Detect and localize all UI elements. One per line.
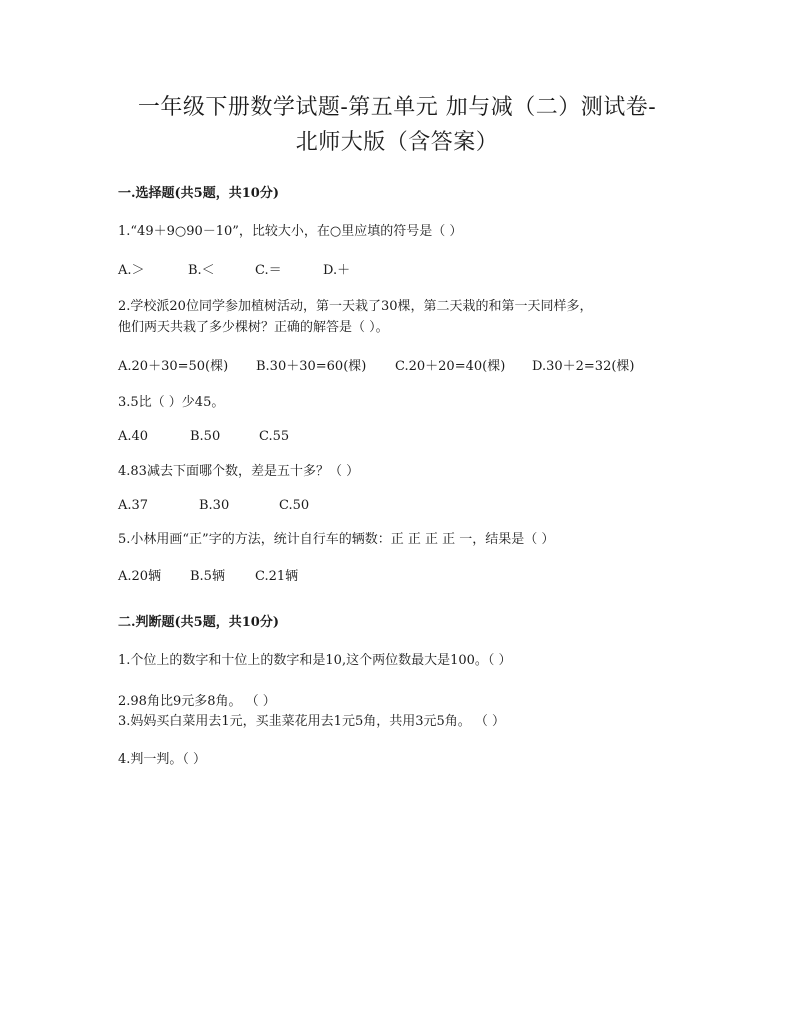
document-title-line-2: 北师大版（含答案）: [295, 130, 499, 155]
option-b: B.50: [190, 429, 221, 444]
option-a: A.37: [118, 498, 149, 513]
option-d: D.＋: [323, 263, 351, 278]
option-b: B.5辆: [190, 569, 225, 584]
option-c: C.＝: [255, 263, 282, 278]
question-1: 1.“49＋9○90－10”，比较大小，在○里应填的符号是（ ）: [118, 224, 463, 239]
judgement-3: 3.妈妈买白菜用去1元，买韭菜花用去1元5角，共用3元5角。 （ ）: [118, 714, 506, 729]
judgement-4: 4.判一判。（ ）: [118, 752, 207, 767]
section-heading-judgement: 二.判断题(共5题，共10分): [118, 615, 279, 630]
judgement-2: 2.98角比9元多8角。 （ ）: [118, 694, 276, 709]
section-heading-choice: 一.选择题(共5题，共10分): [118, 186, 279, 201]
option-c: C.50: [279, 498, 310, 513]
question-2-line-2: 他们两天共栽了多少棵树？正确的解答是（ ）。: [118, 320, 389, 335]
question-3: 3.5比（ ）少45。: [118, 395, 225, 410]
option-b: B.＜: [188, 263, 215, 278]
question-2-line-1: 2.学校派20位同学参加植树活动，第一天栽了30棵，第二天栽的和第一天同样多，: [118, 299, 593, 314]
option-c: C.20＋20=40(棵): [395, 359, 506, 374]
question-5: 5.小林用画“正”字的方法，统计自行车的辆数：正 正 正 正 一，结果是（ ）: [118, 532, 555, 547]
option-a: A.20＋30=50(棵): [118, 359, 229, 374]
option-a: A.＞: [118, 263, 145, 278]
option-d: D.30＋2=32(棵): [532, 359, 635, 374]
document-title-line-1: 一年级下册数学试题-第五单元 加与减（二）测试卷-: [137, 95, 657, 120]
option-a: A.40: [118, 429, 149, 444]
option-c: C.21辆: [255, 569, 299, 584]
option-b: B.30＋30=60(棵): [256, 359, 367, 374]
judgement-1: 1.个位上的数字和十位上的数字和是10,这个两位数最大是100。（ ）: [118, 653, 512, 668]
option-a: A.20辆: [118, 569, 162, 584]
option-c: C.55: [259, 429, 290, 444]
question-4: 4.83减去下面哪个数，差是五十多？（ ）: [118, 464, 360, 479]
option-b: B.30: [199, 498, 230, 513]
